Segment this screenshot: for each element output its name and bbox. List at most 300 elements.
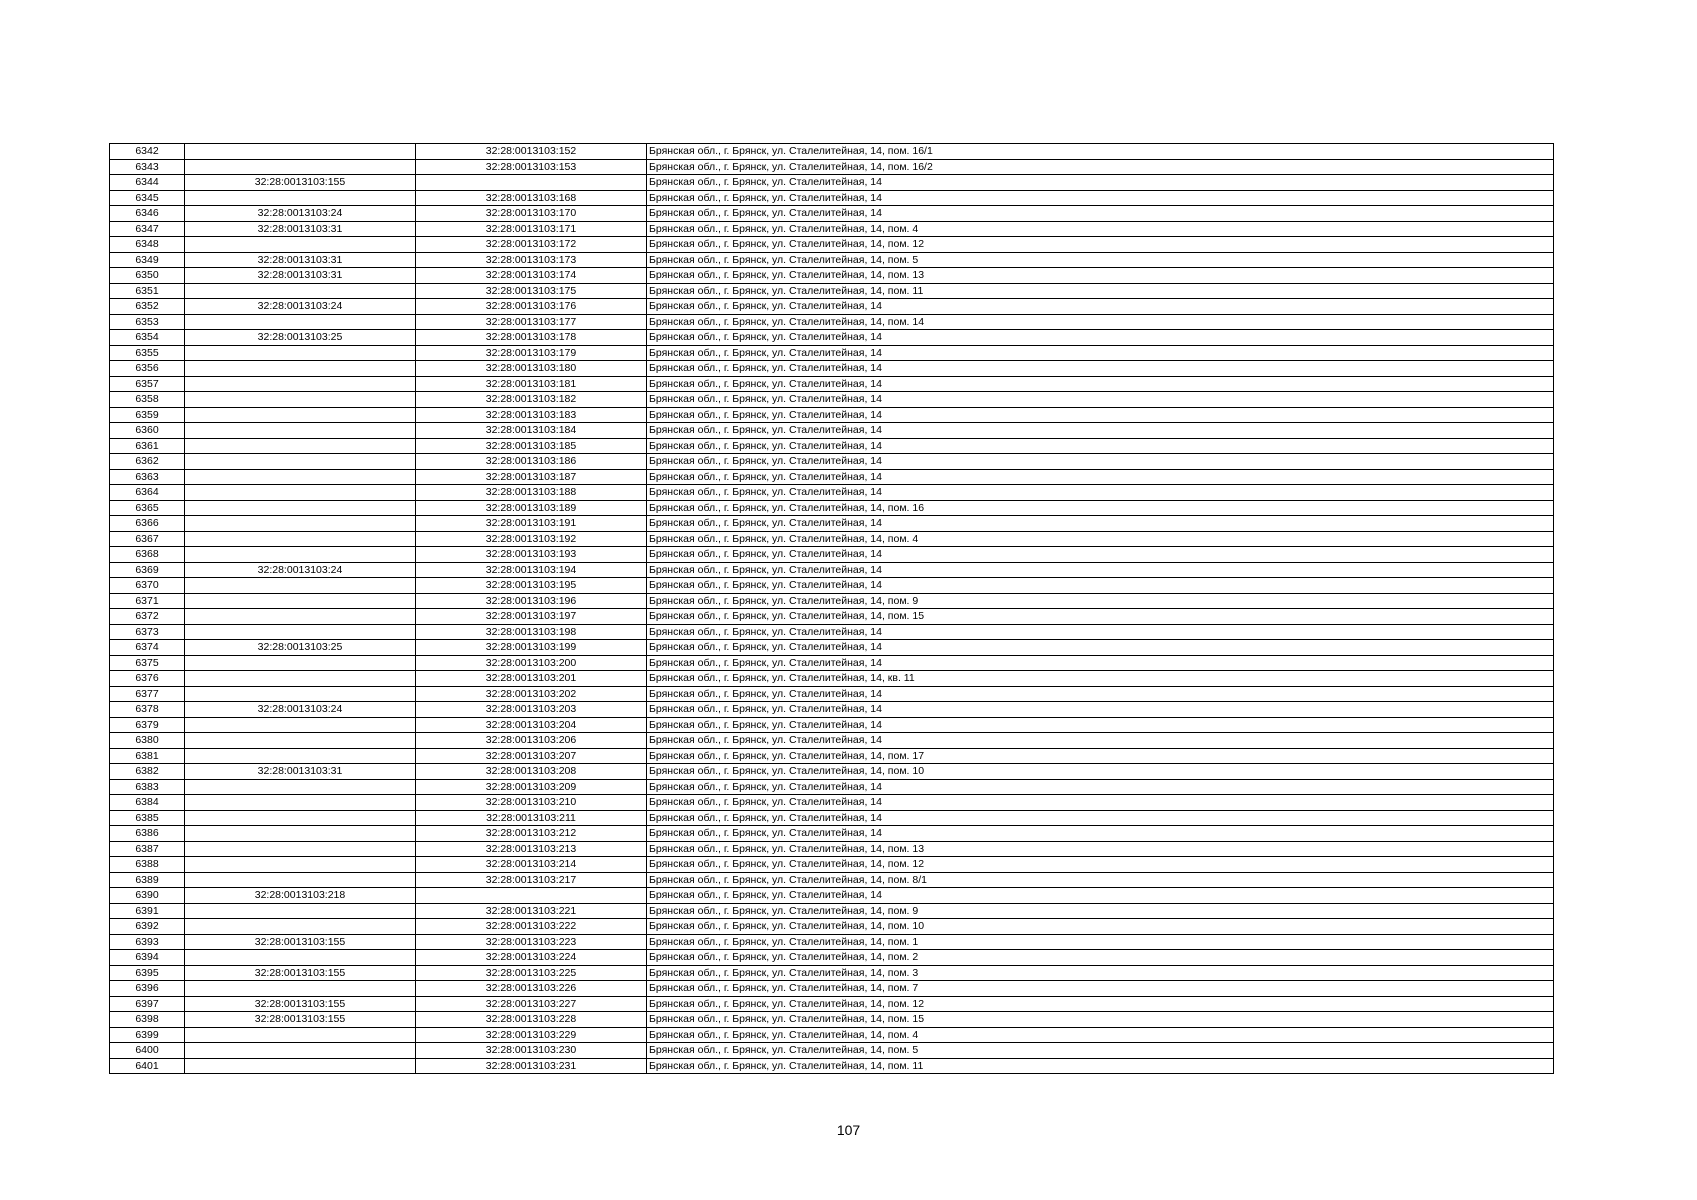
object-cadastral-number-cell: 32:28:0013103:209 bbox=[416, 779, 647, 795]
land-plot-number-cell bbox=[185, 392, 416, 408]
row-number-cell: 6353 bbox=[110, 314, 185, 330]
row-number-cell: 6342 bbox=[110, 144, 185, 160]
address-cell: Брянская обл., г. Брянск, ул. Сталелитейная, 14 bbox=[647, 485, 1554, 501]
table-row bbox=[110, 826, 1554, 842]
address-cell: Брянская обл., г. Брянск, ул. Сталелитейная, 14, пом. 16/1 bbox=[647, 144, 1554, 160]
table-row bbox=[110, 686, 1554, 702]
land-plot-number-cell: 32:28:0013103:24 bbox=[185, 299, 416, 315]
row-number-cell: 6363 bbox=[110, 469, 185, 485]
address-cell: Брянская обл., г. Брянск, ул. Сталелитейная, 14, пом. 10 bbox=[647, 919, 1554, 935]
table-row bbox=[110, 144, 1554, 160]
land-plot-number-cell bbox=[185, 190, 416, 206]
address-cell: Брянская обл., г. Брянск, ул. Сталелитейная, 14, пом. 3 bbox=[647, 965, 1554, 981]
table-row bbox=[110, 469, 1554, 485]
address-cell: Брянская обл., г. Брянск, ул. Сталелитейная, 14, пом. 2 bbox=[647, 950, 1554, 966]
object-cadastral-number-cell: 32:28:0013103:217 bbox=[416, 872, 647, 888]
row-number-cell: 6371 bbox=[110, 593, 185, 609]
row-number-cell: 6382 bbox=[110, 764, 185, 780]
row-number-cell: 6357 bbox=[110, 376, 185, 392]
object-cadastral-number-cell: 32:28:0013103:197 bbox=[416, 609, 647, 625]
object-cadastral-number-cell bbox=[416, 175, 647, 191]
land-plot-number-cell: 32:28:0013103:155 bbox=[185, 1012, 416, 1028]
object-cadastral-number-cell: 32:28:0013103:207 bbox=[416, 748, 647, 764]
table-row bbox=[110, 655, 1554, 671]
row-number-cell: 6365 bbox=[110, 500, 185, 516]
table-row bbox=[110, 733, 1554, 749]
row-number-cell: 6369 bbox=[110, 562, 185, 578]
land-plot-number-cell: 32:28:0013103:25 bbox=[185, 330, 416, 346]
object-cadastral-number-cell: 32:28:0013103:177 bbox=[416, 314, 647, 330]
object-cadastral-number-cell: 32:28:0013103:208 bbox=[416, 764, 647, 780]
address-cell: Брянская обл., г. Брянск, ул. Сталелитейная, 14 bbox=[647, 717, 1554, 733]
table-row bbox=[110, 841, 1554, 857]
registry-table bbox=[109, 143, 1554, 1074]
object-cadastral-number-cell: 32:28:0013103:180 bbox=[416, 361, 647, 377]
address-cell: Брянская обл., г. Брянск, ул. Сталелитейная, 14, пом. 11 bbox=[647, 1058, 1554, 1074]
land-plot-number-cell: 32:28:0013103:155 bbox=[185, 175, 416, 191]
object-cadastral-number-cell: 32:28:0013103:174 bbox=[416, 268, 647, 284]
row-number-cell: 6400 bbox=[110, 1043, 185, 1059]
land-plot-number-cell bbox=[185, 1027, 416, 1043]
row-number-cell: 6368 bbox=[110, 547, 185, 563]
land-plot-number-cell bbox=[185, 516, 416, 532]
table-row bbox=[110, 516, 1554, 532]
land-plot-number-cell bbox=[185, 841, 416, 857]
land-plot-number-cell bbox=[185, 1058, 416, 1074]
object-cadastral-number-cell: 32:28:0013103:179 bbox=[416, 345, 647, 361]
table-row bbox=[110, 454, 1554, 470]
object-cadastral-number-cell: 32:28:0013103:200 bbox=[416, 655, 647, 671]
land-plot-number-cell bbox=[185, 314, 416, 330]
object-cadastral-number-cell: 32:28:0013103:210 bbox=[416, 795, 647, 811]
page-number: 107 bbox=[836, 1122, 861, 1138]
table-row bbox=[110, 609, 1554, 625]
row-number-cell: 6374 bbox=[110, 640, 185, 656]
address-cell: Брянская обл., г. Брянск, ул. Сталелитейная, 14, пом. 5 bbox=[647, 1043, 1554, 1059]
table-row bbox=[110, 252, 1554, 268]
land-plot-number-cell bbox=[185, 500, 416, 516]
object-cadastral-number-cell: 32:28:0013103:212 bbox=[416, 826, 647, 842]
table-row bbox=[110, 764, 1554, 780]
object-cadastral-number-cell: 32:28:0013103:230 bbox=[416, 1043, 647, 1059]
object-cadastral-number-cell: 32:28:0013103:187 bbox=[416, 469, 647, 485]
row-number-cell: 6387 bbox=[110, 841, 185, 857]
row-number-cell: 6345 bbox=[110, 190, 185, 206]
table-row bbox=[110, 392, 1554, 408]
land-plot-number-cell bbox=[185, 345, 416, 361]
table-row bbox=[110, 1043, 1554, 1059]
row-number-cell: 6391 bbox=[110, 903, 185, 919]
table-row bbox=[110, 376, 1554, 392]
land-plot-number-cell bbox=[185, 826, 416, 842]
object-cadastral-number-cell: 32:28:0013103:206 bbox=[416, 733, 647, 749]
table-row bbox=[110, 748, 1554, 764]
object-cadastral-number-cell: 32:28:0013103:204 bbox=[416, 717, 647, 733]
row-number-cell: 6348 bbox=[110, 237, 185, 253]
address-cell: Брянская обл., г. Брянск, ул. Сталелитейная, 14, пом. 8/1 bbox=[647, 872, 1554, 888]
table-row bbox=[110, 593, 1554, 609]
address-cell: Брянская обл., г. Брянск, ул. Сталелитейная, 14 bbox=[647, 655, 1554, 671]
row-number-cell: 6366 bbox=[110, 516, 185, 532]
address-cell: Брянская обл., г. Брянск, ул. Сталелитейная, 14 bbox=[647, 454, 1554, 470]
table-row bbox=[110, 671, 1554, 687]
object-cadastral-number-cell: 32:28:0013103:199 bbox=[416, 640, 647, 656]
land-plot-number-cell bbox=[185, 810, 416, 826]
table-row bbox=[110, 903, 1554, 919]
object-cadastral-number-cell: 32:28:0013103:185 bbox=[416, 438, 647, 454]
land-plot-number-cell: 32:28:0013103:218 bbox=[185, 888, 416, 904]
row-number-cell: 6388 bbox=[110, 857, 185, 873]
table-row bbox=[110, 221, 1554, 237]
table-row bbox=[110, 919, 1554, 935]
row-number-cell: 6379 bbox=[110, 717, 185, 733]
row-number-cell: 6347 bbox=[110, 221, 185, 237]
address-cell: Брянская обл., г. Брянск, ул. Сталелитейная, 14, пом. 4 bbox=[647, 221, 1554, 237]
address-cell: Брянская обл., г. Брянск, ул. Сталелитейная, 14, пом. 13 bbox=[647, 268, 1554, 284]
object-cadastral-number-cell: 32:28:0013103:170 bbox=[416, 206, 647, 222]
table-row bbox=[110, 283, 1554, 299]
address-cell: Брянская обл., г. Брянск, ул. Сталелитейная, 14 bbox=[647, 206, 1554, 222]
row-number-cell: 6380 bbox=[110, 733, 185, 749]
address-cell: Брянская обл., г. Брянск, ул. Сталелитейная, 14 bbox=[647, 795, 1554, 811]
object-cadastral-number-cell: 32:28:0013103:224 bbox=[416, 950, 647, 966]
land-plot-number-cell: 32:28:0013103:24 bbox=[185, 206, 416, 222]
registry-table-body bbox=[110, 144, 1554, 1074]
table-row bbox=[110, 872, 1554, 888]
object-cadastral-number-cell: 32:28:0013103:173 bbox=[416, 252, 647, 268]
table-row bbox=[110, 562, 1554, 578]
object-cadastral-number-cell: 32:28:0013103:168 bbox=[416, 190, 647, 206]
land-plot-number-cell bbox=[185, 779, 416, 795]
land-plot-number-cell: 32:28:0013103:24 bbox=[185, 702, 416, 718]
table-row bbox=[110, 299, 1554, 315]
row-number-cell: 6376 bbox=[110, 671, 185, 687]
land-plot-number-cell bbox=[185, 733, 416, 749]
object-cadastral-number-cell: 32:28:0013103:184 bbox=[416, 423, 647, 439]
table-row bbox=[110, 268, 1554, 284]
table-row bbox=[110, 702, 1554, 718]
table-row bbox=[110, 330, 1554, 346]
address-cell: Брянская обл., г. Брянск, ул. Сталелитейная, 14, пом. 16/2 bbox=[647, 159, 1554, 175]
land-plot-number-cell bbox=[185, 144, 416, 160]
land-plot-number-cell bbox=[185, 872, 416, 888]
object-cadastral-number-cell: 32:28:0013103:189 bbox=[416, 500, 647, 516]
address-cell: Брянская обл., г. Брянск, ул. Сталелитейная, 14 bbox=[647, 516, 1554, 532]
object-cadastral-number-cell: 32:28:0013103:211 bbox=[416, 810, 647, 826]
row-number-cell: 6349 bbox=[110, 252, 185, 268]
row-number-cell: 6346 bbox=[110, 206, 185, 222]
row-number-cell: 6373 bbox=[110, 624, 185, 640]
address-cell: Брянская обл., г. Брянск, ул. Сталелитейная, 14, пом. 17 bbox=[647, 748, 1554, 764]
address-cell: Брянская обл., г. Брянск, ул. Сталелитейная, 14, пом. 16 bbox=[647, 500, 1554, 516]
land-plot-number-cell: 32:28:0013103:155 bbox=[185, 996, 416, 1012]
row-number-cell: 6401 bbox=[110, 1058, 185, 1074]
table-row bbox=[110, 361, 1554, 377]
row-number-cell: 6355 bbox=[110, 345, 185, 361]
address-cell: Брянская обл., г. Брянск, ул. Сталелитейная, 14 bbox=[647, 299, 1554, 315]
address-cell: Брянская обл., г. Брянск, ул. Сталелитейная, 14, кв. 11 bbox=[647, 671, 1554, 687]
row-number-cell: 6394 bbox=[110, 950, 185, 966]
table-row bbox=[110, 438, 1554, 454]
row-number-cell: 6358 bbox=[110, 392, 185, 408]
row-number-cell: 6390 bbox=[110, 888, 185, 904]
row-number-cell: 6344 bbox=[110, 175, 185, 191]
address-cell: Брянская обл., г. Брянск, ул. Сталелитейная, 14, пом. 11 bbox=[647, 283, 1554, 299]
address-cell: Брянская обл., г. Брянск, ул. Сталелитейная, 14, пом. 1 bbox=[647, 934, 1554, 950]
table-row bbox=[110, 996, 1554, 1012]
object-cadastral-number-cell: 32:28:0013103:195 bbox=[416, 578, 647, 594]
land-plot-number-cell: 32:28:0013103:155 bbox=[185, 965, 416, 981]
land-plot-number-cell bbox=[185, 609, 416, 625]
land-plot-number-cell bbox=[185, 438, 416, 454]
address-cell: Брянская обл., г. Брянск, ул. Сталелитейная, 14 bbox=[647, 810, 1554, 826]
address-cell: Брянская обл., г. Брянск, ул. Сталелитейная, 14 bbox=[647, 826, 1554, 842]
land-plot-number-cell bbox=[185, 361, 416, 377]
table-row bbox=[110, 965, 1554, 981]
table-row bbox=[110, 717, 1554, 733]
table-row bbox=[110, 624, 1554, 640]
row-number-cell: 6392 bbox=[110, 919, 185, 935]
land-plot-number-cell bbox=[185, 578, 416, 594]
object-cadastral-number-cell: 32:28:0013103:223 bbox=[416, 934, 647, 950]
row-number-cell: 6397 bbox=[110, 996, 185, 1012]
table-row bbox=[110, 888, 1554, 904]
land-plot-number-cell bbox=[185, 593, 416, 609]
object-cadastral-number-cell: 32:28:0013103:178 bbox=[416, 330, 647, 346]
land-plot-number-cell bbox=[185, 717, 416, 733]
table-row bbox=[110, 190, 1554, 206]
table-row bbox=[110, 407, 1554, 423]
address-cell: Брянская обл., г. Брянск, ул. Сталелитейная, 14, пом. 12 bbox=[647, 857, 1554, 873]
row-number-cell: 6354 bbox=[110, 330, 185, 346]
object-cadastral-number-cell: 32:28:0013103:176 bbox=[416, 299, 647, 315]
address-cell: Брянская обл., г. Брянск, ул. Сталелитейная, 14 bbox=[647, 392, 1554, 408]
table-row bbox=[110, 1012, 1554, 1028]
row-number-cell: 6383 bbox=[110, 779, 185, 795]
address-cell: Брянская обл., г. Брянск, ул. Сталелитейная, 14, пом. 9 bbox=[647, 593, 1554, 609]
address-cell: Брянская обл., г. Брянск, ул. Сталелитейная, 14 bbox=[647, 190, 1554, 206]
object-cadastral-number-cell: 32:28:0013103:194 bbox=[416, 562, 647, 578]
row-number-cell: 6351 bbox=[110, 283, 185, 299]
address-cell: Брянская обл., г. Брянск, ул. Сталелитейная, 14 bbox=[647, 779, 1554, 795]
object-cadastral-number-cell: 32:28:0013103:198 bbox=[416, 624, 647, 640]
land-plot-number-cell: 32:28:0013103:155 bbox=[185, 934, 416, 950]
row-number-cell: 6395 bbox=[110, 965, 185, 981]
address-cell: Брянская обл., г. Брянск, ул. Сталелитейная, 14, пом. 4 bbox=[647, 531, 1554, 547]
object-cadastral-number-cell: 32:28:0013103:203 bbox=[416, 702, 647, 718]
land-plot-number-cell bbox=[185, 1043, 416, 1059]
address-cell: Брянская обл., г. Брянск, ул. Сталелитейная, 14 bbox=[647, 469, 1554, 485]
address-cell: Брянская обл., г. Брянск, ул. Сталелитейная, 14 bbox=[647, 330, 1554, 346]
address-cell: Брянская обл., г. Брянск, ул. Сталелитейная, 14 bbox=[647, 547, 1554, 563]
object-cadastral-number-cell: 32:28:0013103:152 bbox=[416, 144, 647, 160]
row-number-cell: 6370 bbox=[110, 578, 185, 594]
table-row bbox=[110, 547, 1554, 563]
land-plot-number-cell bbox=[185, 919, 416, 935]
table-row bbox=[110, 810, 1554, 826]
row-number-cell: 6359 bbox=[110, 407, 185, 423]
row-number-cell: 6375 bbox=[110, 655, 185, 671]
table-row bbox=[110, 500, 1554, 516]
land-plot-number-cell: 32:28:0013103:31 bbox=[185, 764, 416, 780]
object-cadastral-number-cell: 32:28:0013103:214 bbox=[416, 857, 647, 873]
land-plot-number-cell: 32:28:0013103:31 bbox=[185, 252, 416, 268]
land-plot-number-cell bbox=[185, 283, 416, 299]
land-plot-number-cell bbox=[185, 237, 416, 253]
object-cadastral-number-cell: 32:28:0013103:183 bbox=[416, 407, 647, 423]
table-row bbox=[110, 314, 1554, 330]
address-cell: Брянская обл., г. Брянск, ул. Сталелитейная, 14 bbox=[647, 562, 1554, 578]
object-cadastral-number-cell: 32:28:0013103:228 bbox=[416, 1012, 647, 1028]
address-cell: Брянская обл., г. Брянск, ул. Сталелитейная, 14 bbox=[647, 345, 1554, 361]
object-cadastral-number-cell: 32:28:0013103:221 bbox=[416, 903, 647, 919]
table-row bbox=[110, 981, 1554, 997]
row-number-cell: 6343 bbox=[110, 159, 185, 175]
address-cell: Брянская обл., г. Брянск, ул. Сталелитейная, 14, пом. 13 bbox=[647, 841, 1554, 857]
table-row bbox=[110, 1058, 1554, 1074]
object-cadastral-number-cell: 32:28:0013103:229 bbox=[416, 1027, 647, 1043]
table-row bbox=[110, 640, 1554, 656]
land-plot-number-cell bbox=[185, 903, 416, 919]
object-cadastral-number-cell: 32:28:0013103:193 bbox=[416, 547, 647, 563]
address-cell: Брянская обл., г. Брянск, ул. Сталелитейная, 14, пом. 15 bbox=[647, 1012, 1554, 1028]
row-number-cell: 6352 bbox=[110, 299, 185, 315]
address-cell: Брянская обл., г. Брянск, ул. Сталелитейная, 14 bbox=[647, 361, 1554, 377]
address-cell: Брянская обл., г. Брянск, ул. Сталелитейная, 14, пом. 9 bbox=[647, 903, 1554, 919]
row-number-cell: 6378 bbox=[110, 702, 185, 718]
object-cadastral-number-cell: 32:28:0013103:192 bbox=[416, 531, 647, 547]
table-row bbox=[110, 423, 1554, 439]
land-plot-number-cell bbox=[185, 423, 416, 439]
address-cell: Брянская обл., г. Брянск, ул. Сталелитейная, 14 bbox=[647, 640, 1554, 656]
row-number-cell: 6399 bbox=[110, 1027, 185, 1043]
row-number-cell: 6360 bbox=[110, 423, 185, 439]
land-plot-number-cell bbox=[185, 376, 416, 392]
table-row bbox=[110, 578, 1554, 594]
row-number-cell: 6364 bbox=[110, 485, 185, 501]
land-plot-number-cell bbox=[185, 748, 416, 764]
row-number-cell: 6356 bbox=[110, 361, 185, 377]
row-number-cell: 6367 bbox=[110, 531, 185, 547]
address-cell: Брянская обл., г. Брянск, ул. Сталелитейная, 14 bbox=[647, 888, 1554, 904]
table-row bbox=[110, 779, 1554, 795]
address-cell: Брянская обл., г. Брянск, ул. Сталелитейная, 14, пом. 15 bbox=[647, 609, 1554, 625]
table-row bbox=[110, 531, 1554, 547]
object-cadastral-number-cell bbox=[416, 888, 647, 904]
row-number-cell: 6361 bbox=[110, 438, 185, 454]
table-row bbox=[110, 795, 1554, 811]
object-cadastral-number-cell: 32:28:0013103:172 bbox=[416, 237, 647, 253]
address-cell: Брянская обл., г. Брянск, ул. Сталелитейная, 14, пом. 12 bbox=[647, 996, 1554, 1012]
row-number-cell: 6381 bbox=[110, 748, 185, 764]
object-cadastral-number-cell: 32:28:0013103:181 bbox=[416, 376, 647, 392]
land-plot-number-cell bbox=[185, 686, 416, 702]
land-plot-number-cell: 32:28:0013103:31 bbox=[185, 221, 416, 237]
table-row bbox=[110, 175, 1554, 191]
table-row bbox=[110, 485, 1554, 501]
row-number-cell: 6384 bbox=[110, 795, 185, 811]
object-cadastral-number-cell: 32:28:0013103:186 bbox=[416, 454, 647, 470]
address-cell: Брянская обл., г. Брянск, ул. Сталелитейная, 14 bbox=[647, 686, 1554, 702]
row-number-cell: 6385 bbox=[110, 810, 185, 826]
table-row bbox=[110, 345, 1554, 361]
object-cadastral-number-cell: 32:28:0013103:225 bbox=[416, 965, 647, 981]
address-cell: Брянская обл., г. Брянск, ул. Сталелитейная, 14 bbox=[647, 702, 1554, 718]
object-cadastral-number-cell: 32:28:0013103:226 bbox=[416, 981, 647, 997]
object-cadastral-number-cell: 32:28:0013103:201 bbox=[416, 671, 647, 687]
address-cell: Брянская обл., г. Брянск, ул. Сталелитейная, 14, пом. 7 bbox=[647, 981, 1554, 997]
object-cadastral-number-cell: 32:28:0013103:182 bbox=[416, 392, 647, 408]
row-number-cell: 6386 bbox=[110, 826, 185, 842]
land-plot-number-cell bbox=[185, 407, 416, 423]
table-row bbox=[110, 857, 1554, 873]
address-cell: Брянская обл., г. Брянск, ул. Сталелитейная, 14, пом. 12 bbox=[647, 237, 1554, 253]
table-row bbox=[110, 1027, 1554, 1043]
row-number-cell: 6389 bbox=[110, 872, 185, 888]
address-cell: Брянская обл., г. Брянск, ул. Сталелитейная, 14 bbox=[647, 175, 1554, 191]
land-plot-number-cell bbox=[185, 454, 416, 470]
land-plot-number-cell bbox=[185, 671, 416, 687]
address-cell: Брянская обл., г. Брянск, ул. Сталелитейная, 14 bbox=[647, 407, 1554, 423]
land-plot-number-cell bbox=[185, 795, 416, 811]
address-cell: Брянская обл., г. Брянск, ул. Сталелитейная, 14, пом. 14 bbox=[647, 314, 1554, 330]
table-row bbox=[110, 206, 1554, 222]
object-cadastral-number-cell: 32:28:0013103:153 bbox=[416, 159, 647, 175]
row-number-cell: 6350 bbox=[110, 268, 185, 284]
address-cell: Брянская обл., г. Брянск, ул. Сталелитейная, 14, пом. 5 bbox=[647, 252, 1554, 268]
object-cadastral-number-cell: 32:28:0013103:202 bbox=[416, 686, 647, 702]
row-number-cell: 6396 bbox=[110, 981, 185, 997]
land-plot-number-cell: 32:28:0013103:25 bbox=[185, 640, 416, 656]
object-cadastral-number-cell: 32:28:0013103:222 bbox=[416, 919, 647, 935]
table-row bbox=[110, 237, 1554, 253]
address-cell: Брянская обл., г. Брянск, ул. Сталелитейная, 14 bbox=[647, 624, 1554, 640]
address-cell: Брянская обл., г. Брянск, ул. Сталелитейная, 14, пом. 10 bbox=[647, 764, 1554, 780]
object-cadastral-number-cell: 32:28:0013103:213 bbox=[416, 841, 647, 857]
row-number-cell: 6362 bbox=[110, 454, 185, 470]
land-plot-number-cell bbox=[185, 469, 416, 485]
row-number-cell: 6398 bbox=[110, 1012, 185, 1028]
land-plot-number-cell bbox=[185, 531, 416, 547]
row-number-cell: 6377 bbox=[110, 686, 185, 702]
land-plot-number-cell bbox=[185, 981, 416, 997]
land-plot-number-cell: 32:28:0013103:24 bbox=[185, 562, 416, 578]
address-cell: Брянская обл., г. Брянск, ул. Сталелитейная, 14 bbox=[647, 438, 1554, 454]
land-plot-number-cell bbox=[185, 624, 416, 640]
row-number-cell: 6393 bbox=[110, 934, 185, 950]
land-plot-number-cell bbox=[185, 485, 416, 501]
address-cell: Брянская обл., г. Брянск, ул. Сталелитейная, 14 bbox=[647, 376, 1554, 392]
land-plot-number-cell bbox=[185, 857, 416, 873]
table-row bbox=[110, 950, 1554, 966]
land-plot-number-cell bbox=[185, 950, 416, 966]
land-plot-number-cell bbox=[185, 547, 416, 563]
object-cadastral-number-cell: 32:28:0013103:196 bbox=[416, 593, 647, 609]
address-cell: Брянская обл., г. Брянск, ул. Сталелитейная, 14, пом. 4 bbox=[647, 1027, 1554, 1043]
object-cadastral-number-cell: 32:28:0013103:175 bbox=[416, 283, 647, 299]
land-plot-number-cell bbox=[185, 159, 416, 175]
object-cadastral-number-cell: 32:28:0013103:231 bbox=[416, 1058, 647, 1074]
address-cell: Брянская обл., г. Брянск, ул. Сталелитейная, 14 bbox=[647, 578, 1554, 594]
object-cadastral-number-cell: 32:28:0013103:188 bbox=[416, 485, 647, 501]
table-row bbox=[110, 934, 1554, 950]
land-plot-number-cell bbox=[185, 655, 416, 671]
table-row bbox=[110, 159, 1554, 175]
row-number-cell: 6372 bbox=[110, 609, 185, 625]
address-cell: Брянская обл., г. Брянск, ул. Сталелитейная, 14 bbox=[647, 423, 1554, 439]
address-cell: Брянская обл., г. Брянск, ул. Сталелитейная, 14 bbox=[647, 733, 1554, 749]
land-plot-number-cell: 32:28:0013103:31 bbox=[185, 268, 416, 284]
